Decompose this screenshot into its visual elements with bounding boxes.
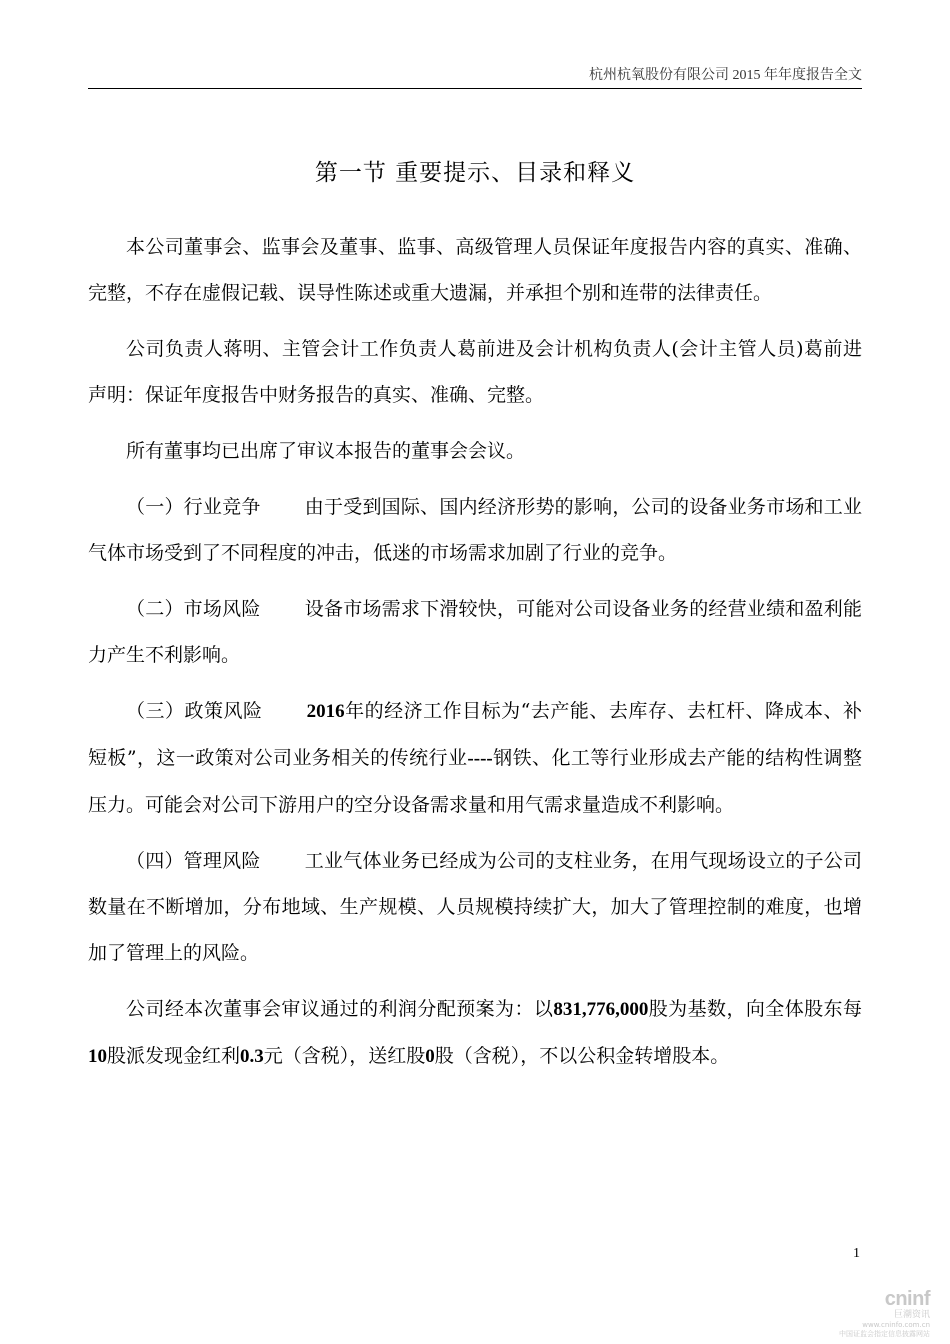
bonus-shares: 0	[425, 1046, 435, 1067]
attendance-statement: 所有董事均已出席了审议本报告的董事会会议。	[126, 440, 526, 462]
dividend-text: 公司经本次董事会审议通过的利润分配预案为：以	[126, 998, 554, 1020]
cash-dividend: 0.3	[240, 1046, 264, 1067]
dividend-text: 元（含税），送红股	[263, 1045, 426, 1067]
financial-declaration: 公司负责人蒋明、主管会计工作负责人葛前进及会计机构负责人(会计主管人员)葛前进声明：保证年度报告中财务报告的真实、准确、完整。	[88, 338, 862, 406]
risk-heading: （一）行业竞争	[126, 496, 261, 518]
watermark-logo: cninf	[884, 1288, 930, 1310]
responsibility-statement: 本公司董事会、监事会及董事、监事、高级管理人员保证年度报告内容的真实、准确、完整，不存在虚假记载、误导性陈述或重大遗漏，并承担个别和连带的法律责任。	[88, 236, 862, 304]
dividend-text: 股为基数，向全体股东每	[648, 998, 862, 1020]
risk-heading: （三）政策风险	[126, 700, 263, 722]
running-header: 杭州杭氧股份有限公司 2015 年年度报告全文	[589, 68, 862, 83]
document-body	[88, 224, 862, 1090]
dividend-text: 股（含税），不以公积金转增股本。	[434, 1045, 730, 1067]
risk-heading: （二）市场风险	[126, 598, 261, 620]
policy-year: 2016	[306, 701, 345, 722]
risk-text: 工业气体业务已经成为公司的支柱业务，在用气现场设立的子公司数量在不断增加，分布地域、生产规模、人员规模持续扩大，加大了管理控制的难度，也增加了管理上的风险。	[88, 850, 862, 964]
risk-industry-competition	[88, 484, 862, 576]
section-title: 第一节 重要提示、目录和释义	[314, 160, 636, 186]
risk-text: 年的经济工作目标为“去产能、去库存、去杠杆、降成本、补短板”，这一政策对公司业务相关的传统行业	[88, 700, 862, 769]
risk-heading: （四）管理风险	[126, 850, 261, 872]
watermark-tagline: 中国证监会指定信息披露网站	[839, 1330, 930, 1338]
dash: ----	[467, 748, 493, 769]
dividend-plan	[88, 986, 862, 1080]
share-base: 831,776,000	[553, 999, 649, 1020]
risk-text: 由于受到国际、国内经济形势的影响，公司的设备业务市场和工业气体市场受到了不同程度的冲击，低迷的市场需求加剧了行业的竞争。	[88, 496, 862, 564]
risk-policy	[88, 688, 862, 828]
cninfo-watermark	[820, 1288, 930, 1340]
risk-text: 钢铁、化工等行业形成去产能的结构性调整压力。可能会对公司下游用户的空分设备需求量和用气需求量造成不利影响。	[88, 747, 862, 816]
per-shares: 10	[88, 1046, 107, 1067]
risk-text: 设备市场需求下滑较快，可能对公司设备业务的经营业绩和盈利能力产生不利影响。	[88, 598, 862, 666]
header-rule	[88, 88, 862, 89]
dividend-text: 股派发现金红利	[107, 1045, 241, 1067]
page-number: 1	[853, 1246, 860, 1261]
watermark-url: www.cninfo.com.cn	[862, 1321, 930, 1329]
risk-management	[88, 838, 862, 976]
watermark-cn: 巨潮资讯	[893, 1310, 930, 1320]
risk-market	[88, 586, 862, 678]
